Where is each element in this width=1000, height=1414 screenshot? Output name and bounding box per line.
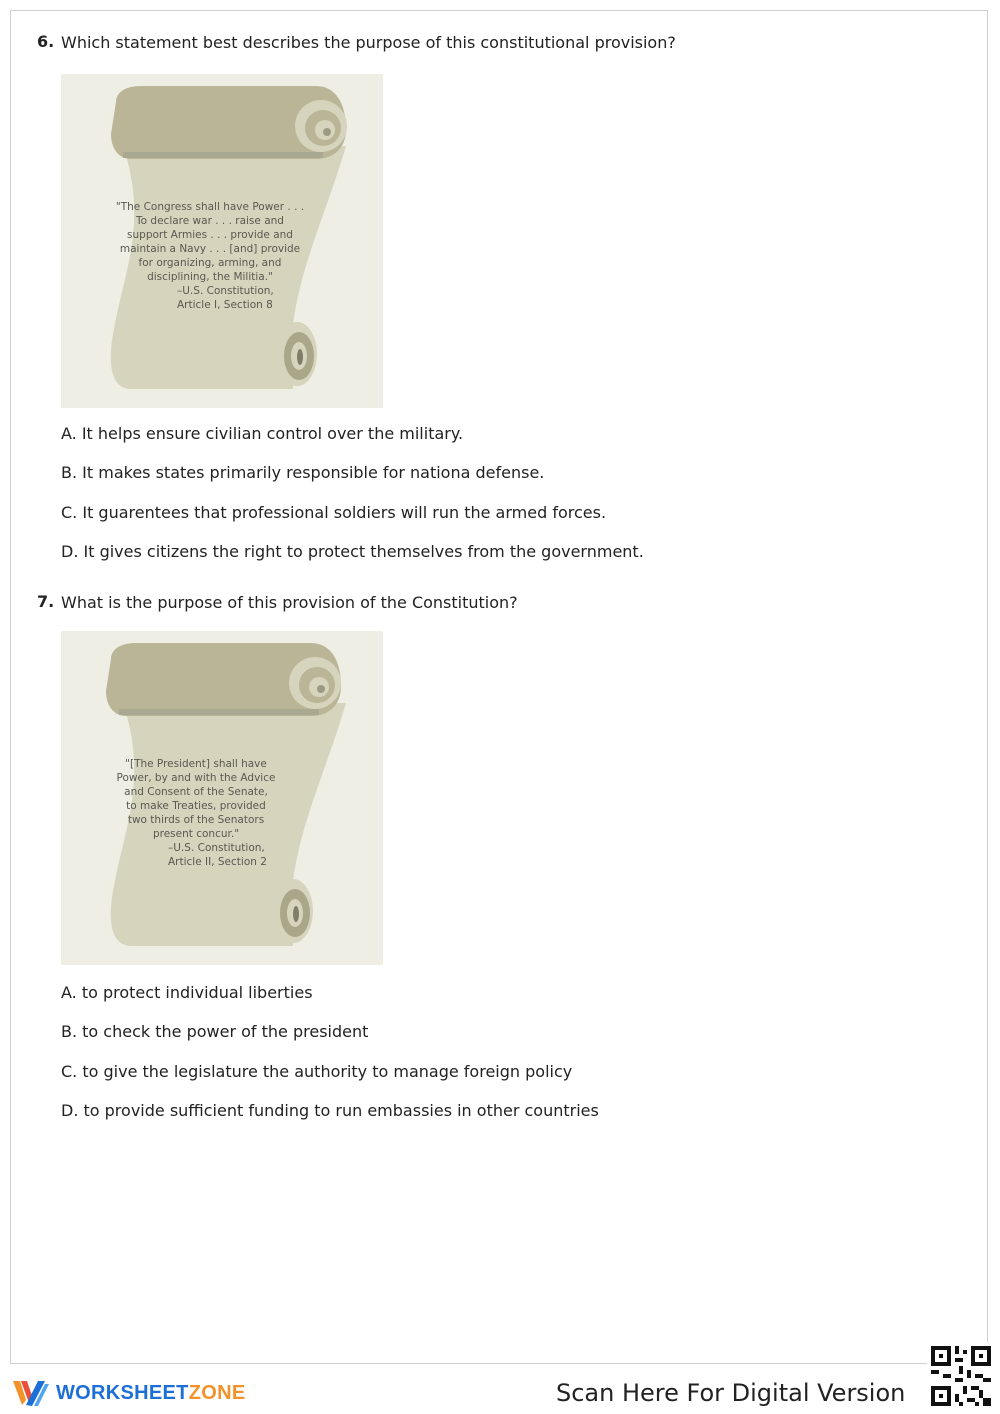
question-7-option-c[interactable]: C. to give the legislature the authority to manage foreign policy xyxy=(61,1062,573,1081)
question-6-option-b[interactable]: B. It makes states primarily responsible for nationa defense. xyxy=(61,463,545,482)
question-7-option-a[interactable]: A. to protect individual liberties xyxy=(61,983,313,1002)
question-7-option-d[interactable]: D. to provide sufficient funding to run embassies in other countries xyxy=(61,1101,599,1120)
question-7-number: 7. xyxy=(37,592,55,611)
question-6-number: 6. xyxy=(37,32,55,51)
worksheetzone-logo[interactable] xyxy=(12,1377,245,1409)
quote-text: "The Congress shall have Power . . . To declare war . . . raise and support Armies . . . provide and maintain a Navy . . . [and] provide for organizing, arming, and disciplining, the Militia." xyxy=(115,201,305,283)
question-6-scroll-figure xyxy=(61,74,383,408)
worksheetzone-logo-icon xyxy=(12,1378,50,1408)
qr-code[interactable] xyxy=(927,1342,995,1410)
question-6-option-a[interactable]: A. It helps ensure civilian control over the military. xyxy=(61,424,464,443)
quote-text: "[The President] shall have Power, by and with the Advice and Consent of the Senate, to make Treaties, provided two thirds of the Senators present concur." xyxy=(116,758,276,840)
question-6-text: Which statement best describes the purpose of this constitutional provision? xyxy=(61,33,676,52)
quote-citation: –U.S. Constitution, Article II, Section 2 xyxy=(168,842,267,868)
question-6-option-c[interactable]: C. It guarentees that professional soldiers will run the armed forces. xyxy=(61,503,607,522)
scan-text: Scan Here For Digital Version xyxy=(556,1379,906,1407)
quote-citation: –U.S. Constitution, Article I, Section 8 xyxy=(177,285,274,311)
brand-name-part1: WORKSHEET xyxy=(56,1381,189,1404)
question-7-scroll-figure xyxy=(61,631,383,965)
qr-code-icon xyxy=(927,1342,995,1410)
brand-name xyxy=(56,1382,245,1405)
question-7-text: What is the purpose of this provision of the Constitution? xyxy=(61,593,518,612)
question-6-option-d[interactable]: D. It gives citizens the right to protect themselves from the government. xyxy=(61,542,644,561)
question-7-option-b[interactable]: B. to check the power of the president xyxy=(61,1022,369,1041)
brand-name-part2: ZONE xyxy=(188,1381,246,1404)
